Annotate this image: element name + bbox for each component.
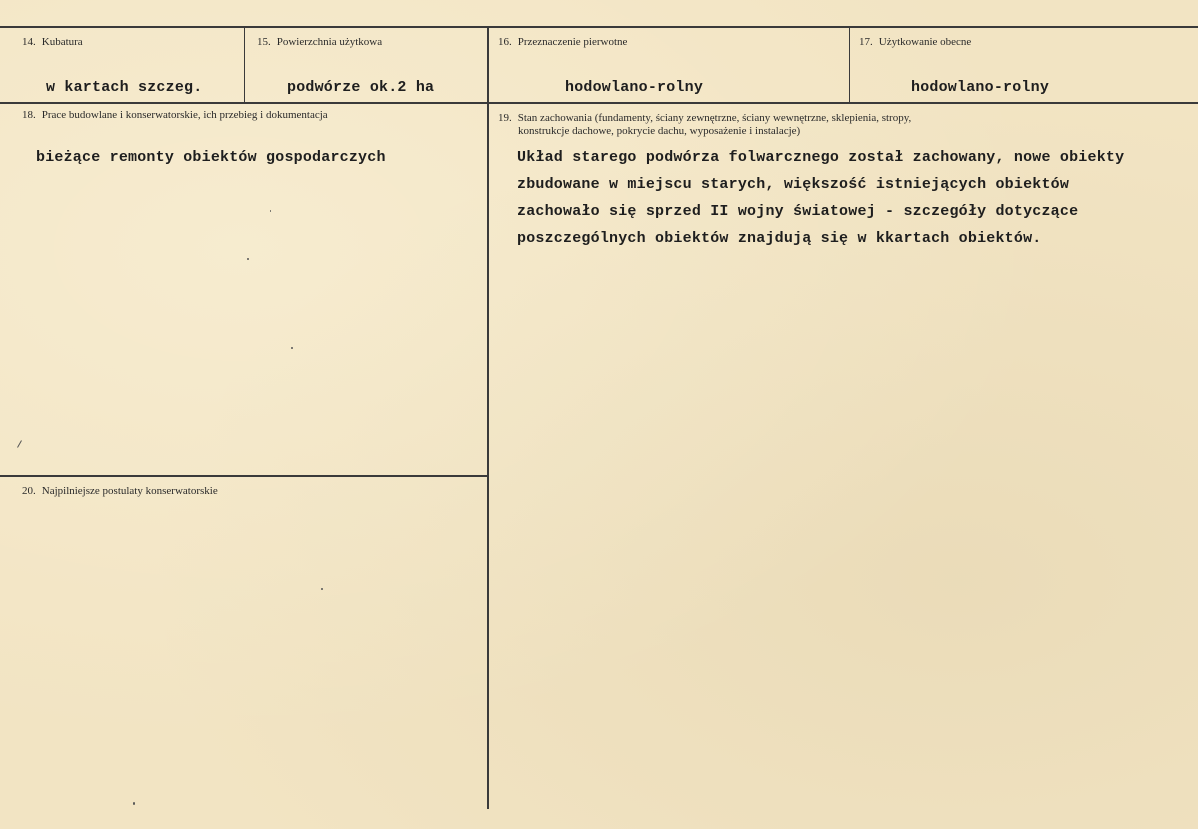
- field-20-number: 20.: [22, 485, 36, 497]
- field-20-label: [22, 485, 218, 498]
- field-16-number: 16.: [498, 36, 512, 48]
- field-19-label-line2: konstrukcje dachowe, pokrycie dachu, wyposażenie i instalacje): [518, 125, 801, 137]
- section20-top-rule: [0, 475, 488, 477]
- field-15-value: podwórze ok.2 ha: [287, 79, 435, 96]
- field-14-label-text: Kubatura: [41, 36, 83, 48]
- field-14-label: [22, 36, 83, 49]
- field-16-label: [498, 36, 627, 49]
- paper-speck: [321, 588, 323, 590]
- field-19-label: [498, 112, 911, 125]
- field-19-line: Układ starego podwórza folwarcznego został zachowany, nowe obiekty: [517, 149, 1125, 166]
- top-rule: [0, 26, 1198, 28]
- field-19-line: zachowało się sprzed II wojny światowej - szczegóły dotyczące: [517, 203, 1079, 220]
- divider-left-right-lower: [487, 103, 489, 809]
- field-17-label-text: Użytkowanie obecne: [878, 36, 972, 48]
- paper-speck: [270, 210, 271, 212]
- paper-speck: [133, 802, 135, 805]
- field-19-number: 19.: [498, 112, 512, 124]
- field-16-value: hodowlano-rolny: [565, 79, 704, 96]
- paper-speck: [247, 258, 249, 260]
- field-15-label-text: Powierzchnia użytkowa: [276, 36, 383, 48]
- field-17-value: hodowlano-rolny: [911, 79, 1050, 96]
- row1-bottom-rule: [0, 102, 1198, 104]
- field-14-value: w kartach szczeg.: [46, 79, 203, 96]
- divider-15-16: [487, 27, 489, 103]
- field-17-number: 17.: [859, 36, 873, 48]
- paper-speck: [291, 347, 293, 349]
- field-18-value: bieżące remonty obiektów gospodarczych: [36, 149, 386, 166]
- divider-16-17: [849, 27, 850, 103]
- field-18-label-text: Prace budowlane i konserwatorskie, ich przebieg i dokumentacja: [41, 109, 328, 121]
- field-18-number: 18.: [22, 109, 36, 121]
- field-19-label-line1: Stan zachowania (fundamenty, ściany zewnętrzne, ściany wewnętrzne, sklepienia, stropy,: [517, 112, 912, 124]
- field-18-label: [22, 109, 328, 122]
- divider-14-15: [244, 27, 245, 103]
- field-19-line: poszczególnych obiektów znajdują się w kkartach obiektów.: [517, 230, 1042, 247]
- paper-speck: [17, 440, 22, 447]
- field-19-line: zbudowane w miejscu starych, większość istniejących obiektów: [517, 176, 1070, 193]
- field-16-label-text: Przeznaczenie pierwotne: [517, 36, 628, 48]
- field-14-number: 14.: [22, 36, 36, 48]
- field-17-label: [859, 36, 971, 49]
- field-15-number: 15.: [257, 36, 271, 48]
- field-19-value: [517, 144, 1198, 252]
- field-15-label: [257, 36, 382, 49]
- field-20-label-text: Najpilniejsze postulaty konserwatorskie: [41, 485, 218, 497]
